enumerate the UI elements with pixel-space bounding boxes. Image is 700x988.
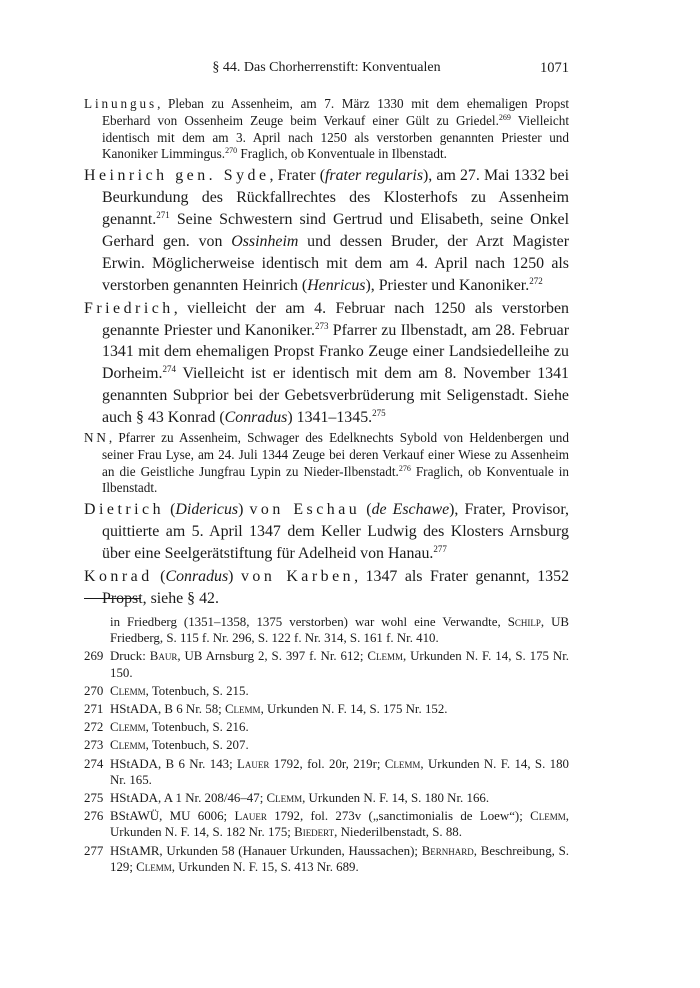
text-run: , UB Arnsburg 2, S. 397 f. Nr. 612; <box>177 649 368 664</box>
text-run: , 1347 als Frater genannt, 1352 Propst, siehe § 42. <box>102 567 570 607</box>
text-run: , Urkunden N. F. 14, S. 180 Nr. 165. <box>110 756 569 787</box>
text-run: ), am 27. Mai 1332 bei Beurkundung des Rückfallrechtes des Klosterhofs zu Assenheim genannt. <box>102 167 570 228</box>
entry-name: Friedrich <box>84 299 174 317</box>
text-run: Pfarrer zu Ilbenstadt, am 28. Februar 1341 mit dem ehemaligen Propst Franko Zeuge einer Landsiedelleihe zu Dorheim. <box>102 321 569 383</box>
author-name: Bernhard <box>421 843 474 858</box>
text-run: 1792, fol. 273v („sanctimonialis de Loew“); <box>266 809 531 824</box>
footnote-continuation <box>84 614 569 646</box>
author-name: Clemm <box>384 756 421 771</box>
author-name: Clemm <box>110 720 146 735</box>
text-run: in Friedberg (1351–1358, 1375 verstorben) war wohl eine Verwandte, <box>110 615 508 629</box>
entry <box>84 298 569 429</box>
footnote-number: 277 <box>84 843 104 858</box>
author-name: Clemm <box>530 809 566 824</box>
footnote-number: 275 <box>84 791 104 806</box>
italic-text: Ossinheim <box>231 232 299 250</box>
text-run: , Niederilbenstadt, S. 88. <box>334 825 462 840</box>
text-run: Druck: <box>110 649 150 664</box>
entry-name: NN <box>84 430 109 446</box>
entry <box>84 499 569 565</box>
text-run: BStAWÜ, MU 6006; <box>110 809 235 824</box>
footnote <box>84 808 569 840</box>
footnote-ref: 276 <box>398 463 411 473</box>
running-title: § 44. Das Chorherrenstift: Konventualen <box>212 60 441 75</box>
footnote-ref: 272 <box>529 275 543 286</box>
text-run: , Urkunden N. F. 14, S. 182 Nr. 175; <box>110 809 569 840</box>
footnote-ref: 274 <box>162 364 176 375</box>
italic-text: de Eschawe <box>371 501 450 519</box>
entry-name: Heinrich gen. Syde <box>84 167 270 185</box>
footnote-number: 272 <box>84 720 104 735</box>
italic-text: Conradus <box>224 409 288 427</box>
entry <box>84 430 569 497</box>
text-run: , Urkunden N. F. 14, S. 180 Nr. 166. <box>302 791 490 806</box>
text-run: , Totenbuch, S. 216. <box>145 720 249 735</box>
footnote-ref: 269 <box>498 112 511 122</box>
author-name: Clemm <box>110 738 146 753</box>
text-run: , vielleicht der am 4. Februar nach 1250 als verstorben genannte Priester und Kanoniker. <box>102 299 569 339</box>
text-run: 1792, fol. 20r, 219r; <box>269 756 385 771</box>
entry-list <box>84 96 569 611</box>
italic-text: frater regularis <box>325 167 424 185</box>
author-name: Clemm <box>110 683 146 698</box>
footnote <box>84 843 569 875</box>
running-head <box>84 60 569 80</box>
entry-name: von Eschau <box>249 501 361 519</box>
author-name: Baur <box>149 649 178 664</box>
text-run: ) <box>238 501 250 519</box>
text-run: HStADA, A 1 Nr. 208/46–47; <box>110 791 267 806</box>
author-name: Lauer <box>237 756 270 771</box>
entry <box>84 566 569 610</box>
footnote-number: 276 <box>84 809 104 824</box>
footnote <box>84 790 569 806</box>
text-run: und dessen Bruder, der Arzt Magister Erwin. Möglicherweise identisch mit dem am 4. April nach 1250 als verstorben genannten Heinrich ( <box>102 232 569 294</box>
entry-name: Konrad <box>84 567 153 585</box>
entry-name: Linungus <box>84 96 158 111</box>
footnote-separator <box>84 598 141 599</box>
text-run: , Beschreibung, S. 129; <box>110 843 569 874</box>
text-run: Seine Schwestern sind Gertrud und Elisabeth, seine Onkel Gerhard gen. von <box>102 211 569 250</box>
text-run: ) 1341–1345. <box>287 409 373 427</box>
italic-text: Conradus <box>165 567 229 585</box>
page-number: 1071 <box>540 60 569 76</box>
text-run: ( <box>164 501 176 519</box>
footnote-ref: 271 <box>156 210 170 220</box>
author-name: Biedert <box>294 825 335 840</box>
author-name: Schilp <box>507 615 541 629</box>
footnote <box>84 737 569 753</box>
text-run: , Urkunden N. F. 15, S. 413 Nr. 689. <box>171 859 359 874</box>
footnote-ref: 270 <box>225 146 238 156</box>
text-run: Fraglich, ob Konventuale in Ilbenstadt. <box>102 463 569 496</box>
text-run: Fraglich, ob Konventuale in Ilbenstadt. <box>237 146 447 162</box>
text-run: , Totenbuch, S. 215. <box>145 683 249 698</box>
text-run: HStADA, B 6 Nr. 143; <box>110 756 238 771</box>
text-run: ( <box>360 501 372 519</box>
text-run: ), Frater, Provisor, quittierte am 5. April 1347 dem Keller Ludwig des Klosters Arnsburg über eine Seelgerätstiftung für Adelheid von Hanau. <box>102 501 569 563</box>
text-run: , Urkunden N. F. 14, S. 175 Nr. 150. <box>110 649 569 680</box>
author-name: Lauer <box>234 809 267 824</box>
footnote <box>84 719 569 735</box>
text-run: HStAMR, Urkunden 58 (Hanauer Urkunden, Haussachen); <box>110 843 422 858</box>
footnote-number: 270 <box>84 683 104 698</box>
footnote-number: 274 <box>84 756 104 771</box>
footnote-number: 269 <box>84 649 104 664</box>
author-name: Clemm <box>136 859 172 874</box>
entry-name: von Karben <box>240 567 355 585</box>
italic-text: Didericus <box>175 501 239 519</box>
footnote-ref: 275 <box>372 408 386 419</box>
entry-name: Dietrich <box>84 501 165 519</box>
text-run: ) <box>228 567 241 585</box>
text-run: , Frater ( <box>269 167 325 185</box>
footnote-ref: 277 <box>433 544 447 555</box>
author-name: Clemm <box>266 791 303 806</box>
text-run: , Totenbuch, S. 207. <box>145 738 249 753</box>
text-run: ( <box>152 567 166 585</box>
entry <box>84 165 569 296</box>
author-name: Clemm <box>367 649 403 664</box>
text-run: ), Priester und Kanoniker. <box>365 276 530 294</box>
footnote <box>84 756 569 788</box>
text-run: HStADA, B 6 Nr. 58; <box>110 702 225 717</box>
text-run: Vielleicht identisch mit dem am 3. April nach 1250 als verstorben genannten Priester und Kanoniker Limmingus. <box>102 112 569 162</box>
footnote <box>84 683 569 699</box>
footnote-number: 271 <box>84 702 104 717</box>
footnote-list <box>84 614 569 877</box>
text-run: , Urkunden N. F. 14, S. 175 Nr. 152. <box>260 702 448 717</box>
text-run: , Pleban zu Assenheim, am 7. März 1330 mit dem ehemaligen Propst Eberhard von Ossenheim Zeuge beim Verkauf einer Gült zu Griedel. <box>102 96 569 128</box>
entry <box>84 96 569 163</box>
footnote <box>84 648 569 680</box>
italic-text: Henricus <box>307 276 366 294</box>
footnote-number: 273 <box>84 738 104 753</box>
text-run: Vielleicht ist er identisch mit dem am 8. November 1341 genannten Subprior bei der Gebetsverbrüderung mit Seligenstadt. Siehe auch § 43 Konrad ( <box>102 365 569 427</box>
text-run: , UB Friedberg, S. 115 f. Nr. 296, S. 122 f. Nr. 314, S. 161 f. Nr. 410. <box>110 615 569 646</box>
author-name: Clemm <box>224 702 261 717</box>
footnote <box>84 701 569 717</box>
text-run: , Pfarrer zu Assenheim, Schwager des Edelknechts Sybold von Heldenbergen und seiner Frau Lyse, am 24. Juli 1344 Zeuge bei deren Verkauf einer Wiese zu Assenheim an die Geistliche Jungfrau Lypin zu Nieder-Ilbenstadt. <box>102 430 569 479</box>
footnote-ref: 273 <box>314 320 329 331</box>
